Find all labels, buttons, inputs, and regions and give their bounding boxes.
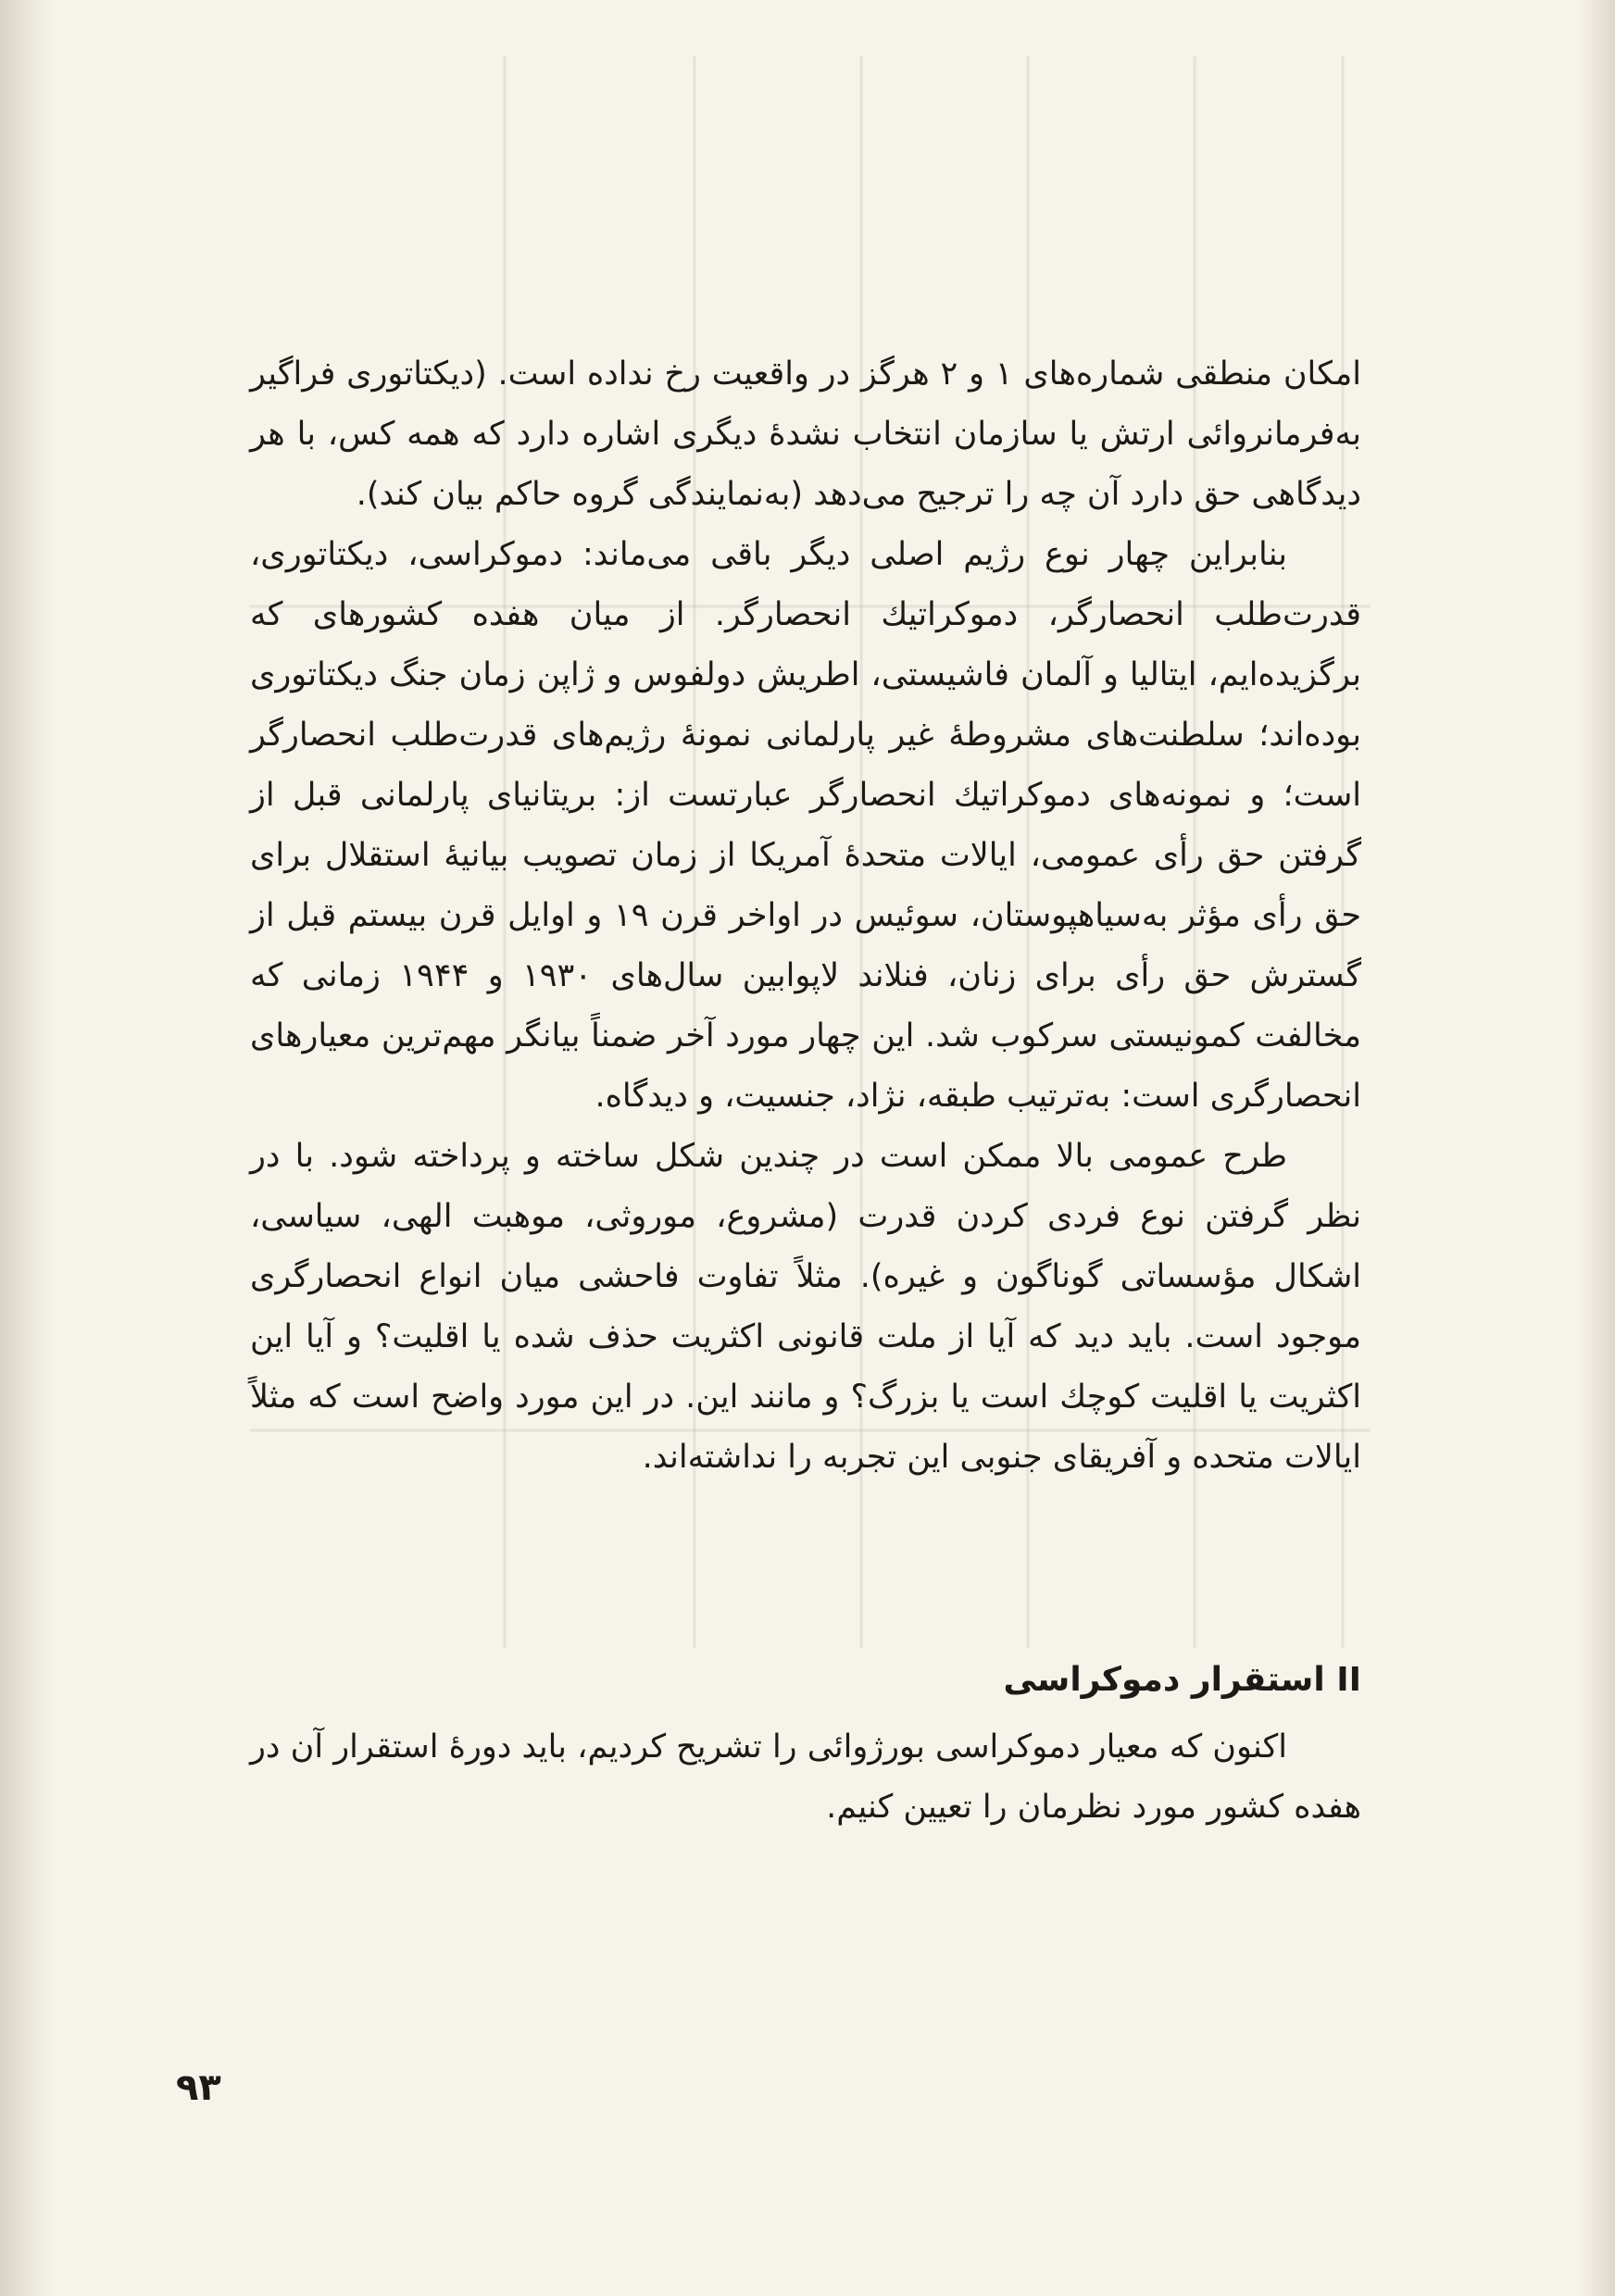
paragraph-2: بنابراین چهار نوع رژیم اصلی دیگر باقی می‌ماند: دموکراسی، دیکتاتوری، قدرت‌طلب انحصارگر، دموکراتیك انحصارگر. از میان هفده کشورهای که برگزیده‌ایم، ایتالیا و آلمان فاشیستی، اطریش دولفوس و ژاپن زمان جنگ دیکتاتوری بوده‌اند؛ سلطنت‌های مشروطهٔ غیر پارلمانی نمونهٔ رژیم‌های قدرت‌طلب انحصارگر است؛ و نمونه‌های دموکراتیك انحصارگر عبارتست از: بریتانیای پارلمانی قبل از گرفتن حق رأی عمومی، ایالات متحدهٔ آمریکا از زمان تصویب بیانیهٔ استقلال برای حق رأی مؤثر به‌سیاهپوستان، سوئیس در اواخر قرن ۱۹ و اوایل قرن بیستم قبل از گسترش حق رأی برای زنان، فنلاند لاپوابین سال‌های ۱۹۳۰ و ۱۹۴۴ زمانی که مخالفت کمونیستی سرکوب شد. این چهار مورد آخر ضمناً بیانگر مهم‌ترین معیارهای انحصارگری است: به‌ترتیب طبقه، نژاد، جنسیت، و دیدگاه. <box>250 536 1362 1115</box>
scan-shadow-right <box>1578 0 1615 2296</box>
section-spacer <box>250 1488 1361 1651</box>
scan-shadow-left <box>0 0 54 2296</box>
paragraph-3: طرح عمومی بالا ممکن است در چندین شکل ساخته و پرداخته شود. با در نظر گرفتن نوع فردی کردن قدرت (مشروع، موروثی، موهبت الهی، سیاسی، اشکال مؤسساتی گوناگون و غیره). مثلاً تفاوت فاحشی میان انواع انحصارگری موجود است. باید دید که آیا از ملت قانونی اکثریت حذف شده یا اقلیت؟ و آیا این اکثریت یا اقلیت کوچك است یا بزرگ؟ و مانند این. در این مورد واضح است که مثلاً ایالات متحده و آفریقای جنوبی این تجربه را نداشته‌اند. <box>250 1138 1361 1476</box>
section-heading: II استقرار دموکراسی <box>1003 1661 1361 1699</box>
paragraph-1: امکان منطقی شماره‌های ۱ و ۲ هرگز در واقعیت رخ نداده است. (دیکتاتوری فراگیر به‌فرمانروائی ارتش یا سازمان انتخاب نشدهٔ دیگری اشاره دارد که همه کس، با هر دیدگاهی حق دارد آن چه را ترجیح می‌دهد (به‌نمایندگی گروه حاکم بیان کند). <box>250 356 1362 513</box>
page-number: ۹۳ <box>176 2066 221 2109</box>
body-text <box>250 344 1361 1838</box>
section-paragraph: اکنون که معیار دموکراسی بورژوائی را تشریح کردیم، باید دورهٔ استقرار آن در هفده کشور مورد نظرمان را تعیین کنیم. <box>250 1728 1361 1826</box>
